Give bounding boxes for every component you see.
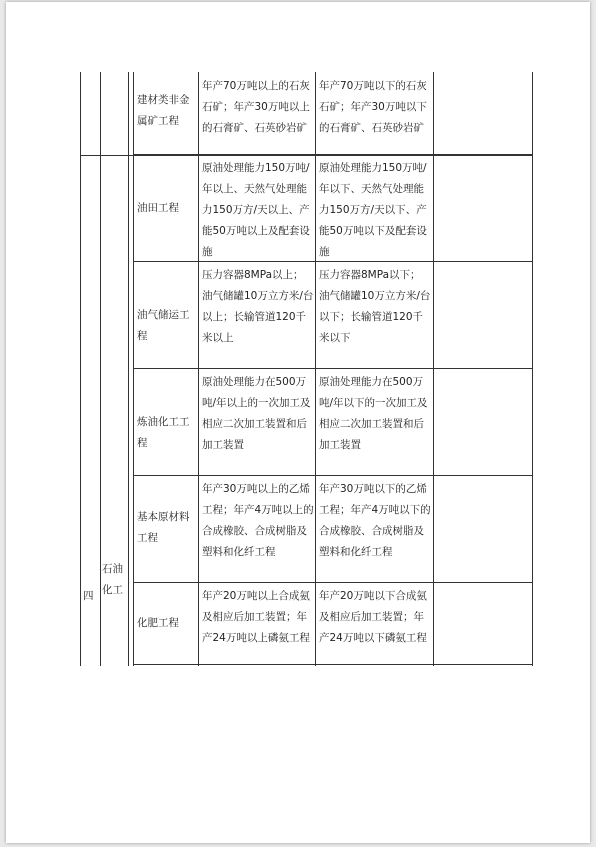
project-name: 建材类非金属矿工程 bbox=[137, 94, 190, 127]
document-page bbox=[6, 2, 590, 843]
large-scale-criteria: 年产30万吨以上的乙烯工程；年产4万吨以上的合成橡胶、合成树脂及塑料和化纤工程 bbox=[202, 483, 314, 558]
large-scale-criteria: 压力容器8MPa以上；油气储罐10万立方米/台以上；长输管道120千米以上 bbox=[202, 269, 314, 344]
table-border bbox=[133, 368, 533, 369]
project-name: 油气储运工程 bbox=[137, 309, 190, 342]
table-border bbox=[532, 72, 533, 666]
section-number: 四 bbox=[83, 590, 94, 602]
table-border bbox=[128, 72, 129, 666]
table-border bbox=[133, 664, 533, 665]
large-scale-criteria: 年产70万吨以上的石灰石矿；年产30万吨以上的石膏矿、石英砂岩矿 bbox=[202, 80, 310, 134]
medium-scale-criteria: 年产70万吨以下的石灰石矿；年产30万吨以下的石膏矿、石英砂岩矿 bbox=[319, 80, 427, 134]
table-border bbox=[433, 72, 434, 666]
medium-scale-criteria: 原油处理能力在500万吨/年以下的一次加工及相应二次加工装置和后加工装置 bbox=[319, 376, 428, 451]
table-border bbox=[80, 155, 533, 156]
project-name: 基本原材料工程 bbox=[137, 511, 190, 544]
medium-scale-criteria: 原油处理能力150万吨/年以下、天然气处理能力150万方/天以下、产能50万吨以下及配套设施 bbox=[319, 162, 427, 258]
table-border bbox=[315, 72, 316, 666]
table-border bbox=[198, 72, 199, 666]
table-border bbox=[133, 475, 533, 476]
table-border bbox=[133, 582, 533, 583]
large-scale-criteria: 年产20万吨以上合成氨及相应后加工装置；年产24万吨以上磷氨工程 bbox=[202, 590, 310, 644]
project-name: 油田工程 bbox=[137, 202, 179, 214]
section-title: 石油化工 bbox=[102, 563, 123, 596]
medium-scale-criteria: 压力容器8MPa以下；油气储罐10万立方米/台以下；长输管道120千米以下 bbox=[319, 269, 431, 344]
project-name: 炼油化工工程 bbox=[137, 416, 190, 449]
table-border bbox=[80, 72, 81, 666]
table-border bbox=[133, 72, 134, 666]
medium-scale-criteria: 年产30万吨以下的乙烯工程；年产4万吨以下的合成橡胶、合成树脂及塑料和化纤工程 bbox=[319, 483, 431, 558]
large-scale-criteria: 原油处理能力在500万吨/年以上的一次加工及相应二次加工装置和后加工装置 bbox=[202, 376, 311, 451]
medium-scale-criteria: 年产20万吨以下合成氨及相应后加工装置；年产24万吨以下磷氨工程 bbox=[319, 590, 427, 644]
project-name: 化肥工程 bbox=[137, 617, 179, 629]
large-scale-criteria: 原油处理能力150万吨/年以上、天然气处理能力150万方/天以上、产能50万吨以上及配套设施 bbox=[202, 162, 310, 258]
table-border bbox=[100, 72, 101, 666]
